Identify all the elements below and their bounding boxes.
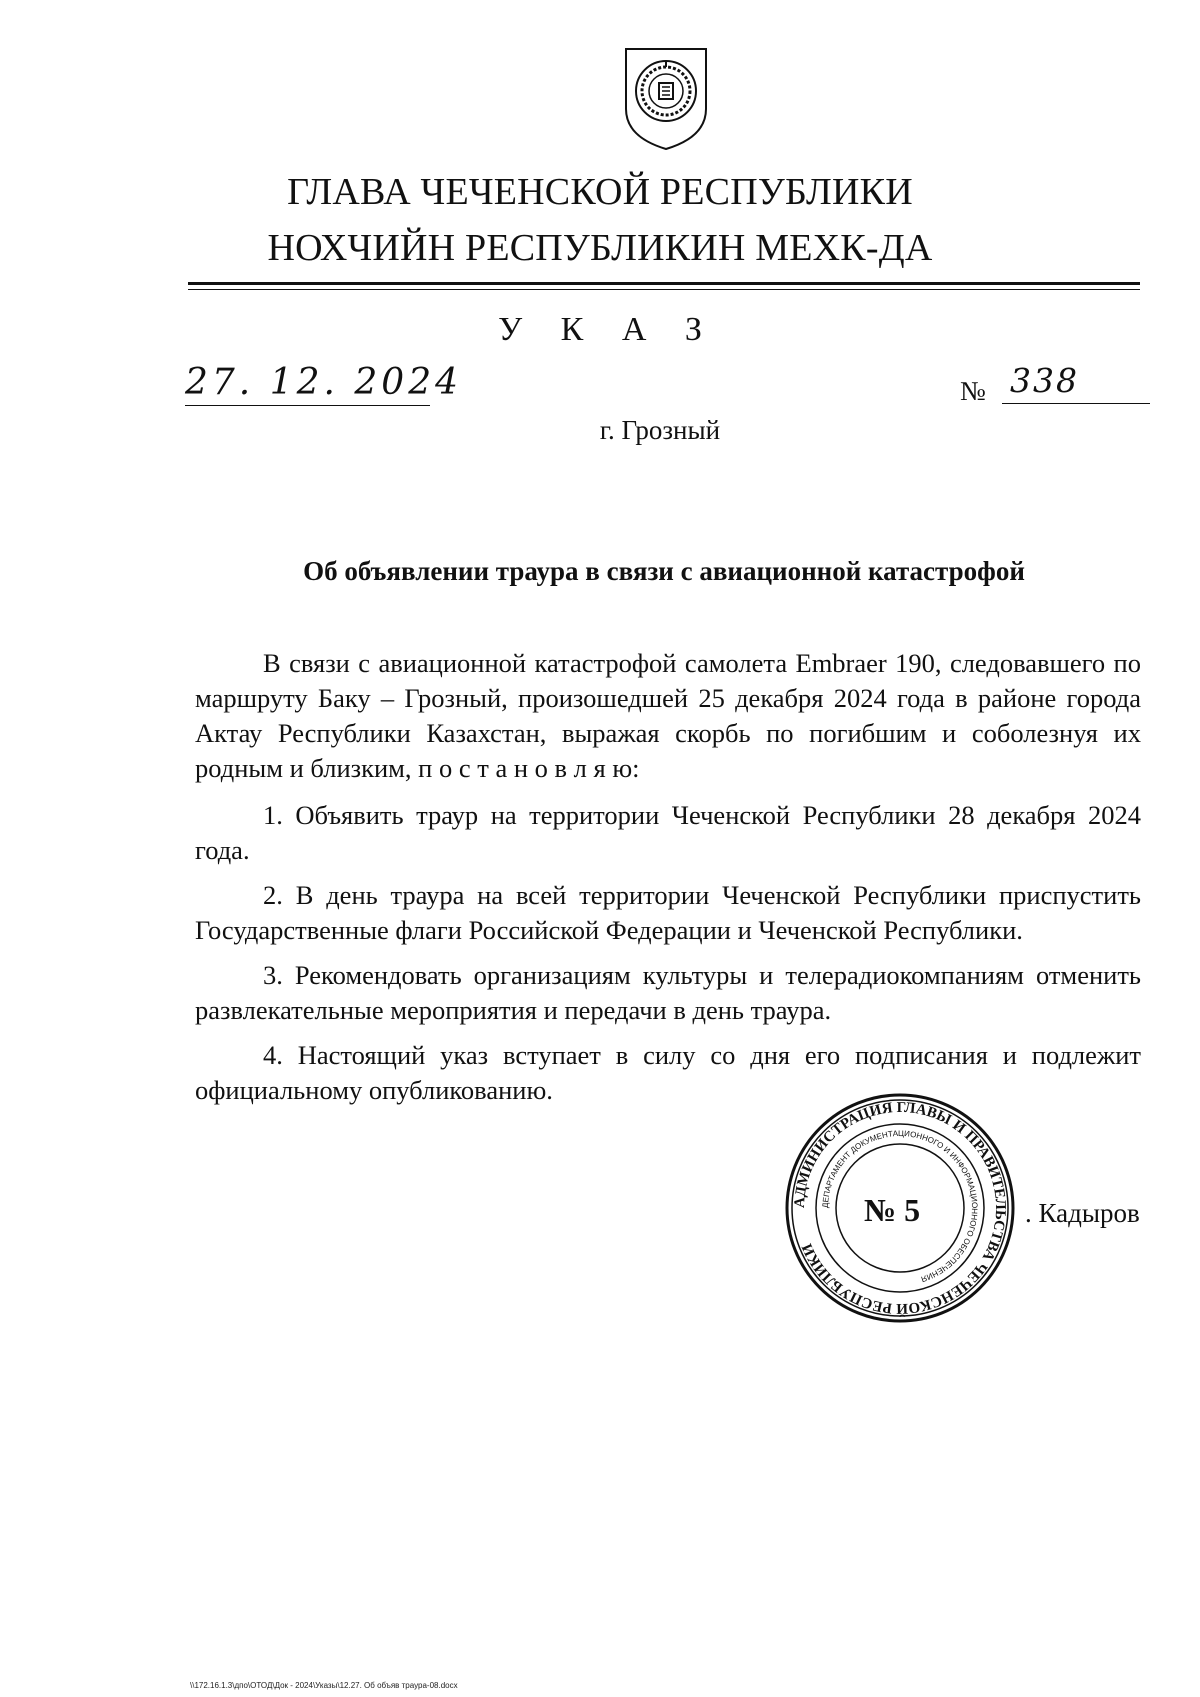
clause-4: 4. Настоящий указ вступает в силу со дня его подписания и подлежит официальному опубликованию. bbox=[195, 1040, 1141, 1105]
decree-number: 338 bbox=[1002, 361, 1150, 404]
decree-date: 27. 12. 2024 bbox=[185, 362, 430, 406]
clause-2: 2. В день траура на всей территории Чеченской Республики приспустить Государственные флаги Российской Федерации и Чеченской Республики. bbox=[195, 880, 1141, 945]
signatory-name: . Кадыров bbox=[1025, 1198, 1140, 1228]
stamp-number: № 5 bbox=[864, 1192, 921, 1228]
decree-subject: Об объявлении траура в связи с авиационной катастрофой bbox=[303, 556, 1025, 586]
coat-of-arms-icon bbox=[622, 45, 710, 153]
preamble-paragraph: В связи с авиационной катастрофой самолета Embraer 190, следовавшего по маршруту Баку – Грозный, произошедшей 25 декабря 2024 года в районе города Актау Республики Казахстан, выражая скорбь по погибшим и соболезнуя их родным и близким, п о с т а н о в л я ю: bbox=[195, 648, 1141, 783]
stamp-inner-text: ДЕПАРТАМЕНТ ДОКУМЕНТАЦИОННОГО И ИНФОРМАЦИОННОГО ОБЕСПЕЧЕНИЯ bbox=[820, 1128, 980, 1284]
file-path-footer: \\172.16.1.3\дпо\ОТОД\Док - 2024\Указы\12.27. Об объяв траура-08.docx bbox=[190, 1681, 458, 1690]
decree-city: г. Грозный bbox=[599, 415, 721, 445]
clause-3: 3. Рекомендовать организациям культуры и телерадиокомпаниям отменить развлекательные мероприятия и передачи в день траура. bbox=[195, 960, 1141, 1025]
clause-1: 1. Объявить траур на территории Чеченской Республики 28 декабря 2024 года. bbox=[195, 800, 1141, 865]
header-divider bbox=[188, 282, 1140, 285]
stamp-outer-text: АДМИНИСТРАЦИЯ ГЛАВЫ И ПРАВИТЕЛЬСТВА ЧЕЧЕНСКОЙ РЕСПУБЛИКИ bbox=[791, 1099, 1009, 1317]
header-title-ce: НОХЧИЙН РЕСПУБЛИКИН МЕХК-ДА bbox=[267, 227, 933, 269]
header-divider-thin bbox=[188, 289, 1140, 290]
document-type: У К А З bbox=[498, 311, 717, 348]
decree-number-label: № bbox=[960, 376, 986, 406]
header-title-ru: ГЛАВА ЧЕЧЕНСКОЙ РЕСПУБЛИКИ bbox=[287, 171, 913, 213]
